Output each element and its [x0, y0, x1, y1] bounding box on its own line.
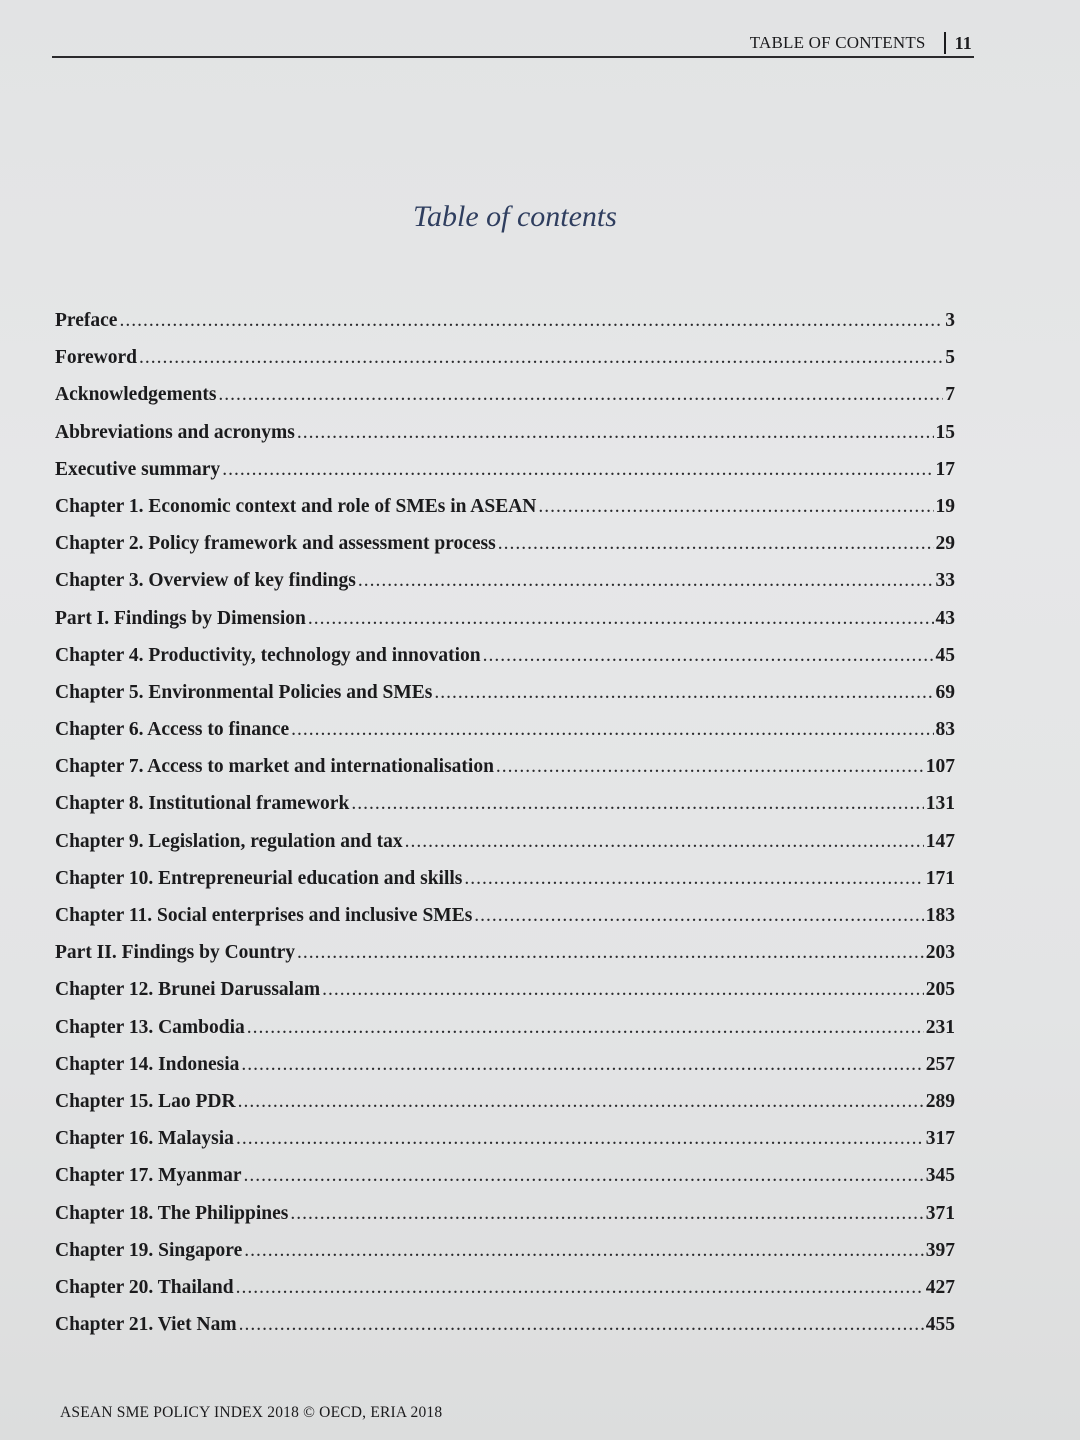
- toc-entry-page-number: 17: [935, 458, 955, 480]
- toc-entry-page-number: 183: [925, 905, 955, 926]
- toc-entry-label: Chapter 3. Overview of key findings: [55, 570, 356, 592]
- dot-leader: [496, 756, 924, 778]
- toc-entry-label: Chapter 2. Policy framework and assessment process: [55, 533, 496, 555]
- dot-leader: [483, 645, 934, 667]
- toc-entry[interactable]: [55, 831, 955, 868]
- toc-entry[interactable]: [55, 496, 955, 533]
- toc-entry[interactable]: [55, 1203, 955, 1240]
- toc-entry[interactable]: [55, 608, 955, 645]
- dot-leader: [236, 1128, 924, 1150]
- toc-entry-label: Chapter 21. Viet Nam: [55, 1314, 237, 1336]
- toc-entry-label: Chapter 5. Environmental Policies and SMEs: [55, 681, 433, 703]
- toc-entry-label: Chapter 14. Indonesia: [55, 1053, 240, 1075]
- toc-entry-page-number: 3: [945, 310, 955, 331]
- toc-entry-page-number: 15: [935, 421, 955, 443]
- header-rule: [52, 56, 974, 58]
- toc-entry[interactable]: [55, 422, 955, 459]
- toc-entry-page-number: 257: [925, 1053, 955, 1075]
- dot-leader: [236, 1277, 924, 1299]
- toc-entry-label: Part II. Findings by Country: [55, 942, 295, 964]
- dot-leader: [322, 979, 924, 1001]
- toc-entry-page-number: 83: [935, 719, 955, 741]
- dot-leader: [247, 1017, 924, 1039]
- dot-leader: [297, 422, 934, 444]
- toc-entry-page-number: 203: [925, 942, 955, 964]
- toc-entry-page-number: 43: [935, 607, 955, 629]
- toc-list: [55, 310, 955, 1351]
- toc-entry-label: Chapter 11. Social enterprises and inclusive SMEs: [55, 905, 473, 926]
- toc-entry-page-number: 205: [925, 979, 955, 1001]
- header-separator: [944, 32, 946, 54]
- running-header-page-number: 11: [954, 32, 972, 53]
- toc-entry-page-number: 107: [925, 756, 955, 778]
- toc-entry-page-number: 147: [925, 830, 955, 852]
- toc-entry[interactable]: [55, 793, 955, 830]
- toc-entry[interactable]: [55, 1240, 955, 1277]
- running-header-section: TABLE OF CONTENTS: [749, 33, 926, 52]
- toc-entry-page-number: 289: [925, 1090, 955, 1112]
- page-title: Table of contents: [413, 200, 617, 233]
- dot-leader: [222, 459, 933, 481]
- toc-entry[interactable]: [55, 459, 955, 496]
- toc-entry-page-number: 33: [935, 570, 955, 592]
- toc-entry-page-number: 29: [935, 533, 955, 555]
- toc-entry[interactable]: [55, 347, 955, 384]
- dot-leader: [498, 533, 934, 555]
- toc-entry[interactable]: [55, 1054, 955, 1091]
- dot-leader: [464, 868, 923, 890]
- dot-leader: [474, 905, 923, 927]
- toc-entry-label: Chapter 13. Cambodia: [55, 1016, 245, 1038]
- toc-entry-page-number: 171: [925, 867, 955, 889]
- dot-leader: [297, 942, 924, 964]
- dot-leader: [308, 608, 934, 630]
- toc-entry[interactable]: [55, 979, 955, 1016]
- toc-entry-label: Foreword: [55, 347, 137, 369]
- toc-entry-page-number: 7: [945, 384, 955, 406]
- toc-entry-label: Chapter 20. Thailand: [55, 1276, 234, 1298]
- toc-entry-page-number: 371: [925, 1202, 955, 1224]
- toc-entry[interactable]: [55, 1128, 955, 1165]
- toc-entry[interactable]: [55, 1314, 955, 1351]
- toc-entry-label: Chapter 4. Productivity, technology and innovation: [55, 644, 481, 666]
- dot-leader: [238, 1091, 924, 1113]
- toc-entry[interactable]: [55, 1017, 955, 1054]
- toc-entry[interactable]: [55, 384, 955, 421]
- toc-entry-label: Chapter 9. Legislation, regulation and tax: [55, 830, 403, 852]
- toc-entry-label: Executive summary: [55, 458, 221, 480]
- toc-entry[interactable]: [55, 1165, 955, 1202]
- dot-leader: [351, 793, 923, 815]
- toc-entry-page-number: 397: [925, 1239, 955, 1261]
- toc-entry[interactable]: [55, 682, 955, 719]
- toc-entry[interactable]: [55, 719, 955, 756]
- toc-entry-label: Chapter 19. Singapore: [55, 1239, 243, 1261]
- toc-entry[interactable]: [55, 570, 955, 607]
- toc-entry-label: Chapter 7. Access to market and internationalisation: [55, 756, 494, 778]
- toc-entry-page-number: 19: [935, 495, 955, 517]
- toc-entry[interactable]: [55, 645, 955, 682]
- dot-leader: [358, 570, 934, 592]
- toc-entry-label: Chapter 17. Myanmar: [55, 1165, 242, 1187]
- toc-entry[interactable]: [55, 1277, 955, 1314]
- dot-leader: [405, 831, 924, 853]
- toc-entry-page-number: 427: [925, 1276, 955, 1298]
- toc-entry-label: Chapter 6. Access to finance: [55, 719, 290, 741]
- dot-leader: [434, 682, 933, 704]
- dot-leader: [218, 384, 943, 406]
- toc-entry-label: Chapter 8. Institutional framework: [55, 793, 350, 815]
- toc-entry[interactable]: [55, 1091, 955, 1128]
- running-header: [750, 30, 972, 56]
- toc-entry-page-number: 131: [925, 793, 955, 815]
- toc-entry-label: Part I. Findings by Dimension: [55, 607, 306, 629]
- toc-entry[interactable]: [55, 756, 955, 793]
- dot-leader: [239, 1314, 924, 1336]
- toc-entry-page-number: 231: [925, 1016, 955, 1038]
- toc-entry-label: Chapter 16. Malaysia: [55, 1128, 234, 1150]
- toc-entry-label: Chapter 1. Economic context and role of SMEs in ASEAN: [55, 495, 537, 517]
- toc-entry-page-number: 5: [945, 347, 955, 369]
- toc-entry[interactable]: [55, 533, 955, 570]
- toc-entry-label: Chapter 10. Entrepreneurial education and skills: [55, 867, 463, 889]
- dot-leader: [538, 496, 933, 518]
- toc-entry-page-number: 45: [935, 644, 955, 666]
- dot-leader: [290, 1203, 923, 1225]
- toc-entry[interactable]: [55, 868, 955, 905]
- toc-entry-page-number: 69: [935, 681, 955, 703]
- toc-entry-page-number: 345: [925, 1165, 955, 1187]
- toc-entry-label: Abbreviations and acronyms: [55, 421, 295, 443]
- toc-entry-label: Acknowledgements: [55, 384, 217, 406]
- toc-entry-label: Chapter 15. Lao PDR: [55, 1090, 236, 1112]
- toc-entry-page-number: 317: [925, 1128, 955, 1150]
- toc-entry-label: Chapter 12. Brunei Darussalam: [55, 979, 321, 1001]
- dot-leader: [244, 1165, 924, 1187]
- page-footer: ASEAN SME POLICY INDEX 2018 © OECD, ERIA 2018: [60, 1404, 443, 1421]
- toc-entry-label: Chapter 18. The Philippines: [55, 1202, 289, 1224]
- toc-entry[interactable]: [55, 905, 955, 942]
- toc-entry-label: Preface: [55, 310, 118, 331]
- dot-leader: [241, 1054, 923, 1076]
- dot-leader: [139, 347, 943, 369]
- dot-leader: [119, 310, 943, 332]
- toc-entry[interactable]: [55, 942, 955, 979]
- dot-leader: [291, 719, 933, 741]
- toc-entry[interactable]: [55, 310, 955, 347]
- toc-entry-page-number: 455: [925, 1314, 955, 1336]
- dot-leader: [244, 1240, 923, 1262]
